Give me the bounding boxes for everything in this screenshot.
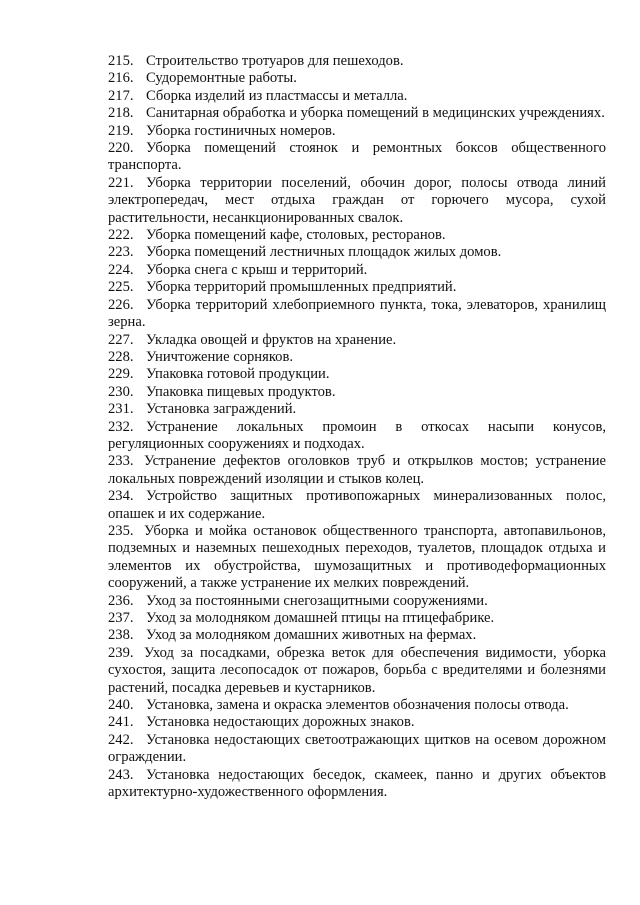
item-text: Укладка овощей и фруктов на хранение. [146, 331, 397, 348]
item-number: 237. [108, 610, 134, 626]
item-number: 241. [108, 714, 134, 731]
item-text: Уборка территории поселений, обочин дорог, полосы отвода линий электропередач, мест отдыха граждан от горючего мусора, сухой растительности, несанкционированных свалок. [108, 174, 606, 226]
list-item [108, 123, 606, 140]
item-number: 232. [108, 418, 134, 435]
item-text: Уборка помещений стоянок и ремонтных боксов общественного транспорта. [108, 140, 606, 174]
list-item [108, 297, 606, 332]
item-text: Упаковка пищевых продуктов. [146, 383, 336, 400]
item-number: 238. [108, 627, 134, 644]
list-item [108, 523, 606, 593]
list-item [108, 88, 606, 105]
item-number: 243. [108, 766, 134, 783]
item-number: 234. [108, 488, 134, 505]
list-item [108, 384, 606, 401]
list-item [108, 714, 606, 731]
list-item [108, 419, 606, 454]
list-item [108, 175, 606, 227]
list-item [108, 645, 606, 697]
item-text: Устранение локальных промоин в откосах насыпи конусов, регуляционных сооружениях и подходах. [108, 418, 606, 452]
list-item [108, 140, 606, 175]
item-text: Уборка гостиничных номеров. [146, 122, 336, 139]
item-number: 222. [108, 227, 134, 244]
list-item [108, 453, 606, 488]
item-text: Санитарная обработка и уборка помещений в медицинских учреждениях. [146, 105, 605, 122]
item-text: Уход за посадками, обрезка веток для обеспечения видимости, уборка сухостоя, защита лесопосадок от пожаров, борьба с вредителями и болезнями растений, посадка деревьев и кустарников. [108, 644, 606, 696]
item-number: 220. [108, 140, 134, 157]
item-number: 233. [108, 453, 134, 470]
item-number: 223. [108, 244, 134, 261]
list-item [108, 227, 606, 244]
item-text: Установка недостающих беседок, скамеек, панно и других объектов архитектурно-художественного оформления. [108, 766, 606, 801]
list-item [108, 105, 606, 122]
item-text: Уборка территорий промышленных предприятий. [146, 279, 457, 296]
item-text: Уход за молодняком домашней птицы на птицефабрике. [146, 610, 495, 626]
item-text: Строительство тротуаров для пешеходов. [146, 53, 404, 69]
item-number: 217. [108, 87, 134, 104]
item-number: 231. [108, 401, 134, 418]
item-text: Устранение дефектов оголовков труб и открылков мостов; устранение локальных повреждений изоляции и стыков колец. [108, 453, 606, 487]
item-text: Установка недостающих светоотражающих щитков на осевом дорожном ограждении. [108, 731, 606, 766]
list-item [108, 488, 606, 523]
list-item [108, 593, 606, 610]
item-number: 239. [108, 644, 134, 661]
list-item [108, 697, 606, 714]
item-text: Уборка территорий хлебоприемного пункта, тока, элеваторов, хранилищ зерна. [108, 296, 606, 331]
document-page [108, 53, 606, 801]
item-number: 227. [108, 331, 134, 348]
item-number: 240. [108, 697, 134, 714]
item-text: Уход за постоянными снегозащитными сооружениями. [146, 592, 488, 609]
item-text: Установка, замена и окраска элементов обозначения полосы отвода. [146, 697, 569, 714]
item-number: 242. [108, 731, 134, 748]
item-number: 218. [108, 105, 134, 122]
item-text: Упаковка готовой продукции. [146, 366, 330, 383]
list-item [108, 70, 606, 87]
item-number: 226. [108, 296, 134, 313]
item-text: Уборка помещений лестничных площадок жилых домов. [146, 244, 502, 261]
item-number: 228. [108, 348, 134, 365]
item-number: 229. [108, 366, 134, 383]
item-text: Установка недостающих дорожных знаков. [146, 714, 415, 731]
list-item [108, 401, 606, 418]
list-item [108, 610, 606, 627]
item-text: Судоремонтные работы. [146, 70, 297, 87]
item-text: Уничтожение сорняков. [146, 348, 294, 365]
list-item [108, 262, 606, 279]
item-text: Сборка изделий из пластмассы и металла. [146, 87, 408, 104]
item-text: Установка заграждений. [146, 401, 297, 418]
item-text: Уборка снега с крыш и территорий. [146, 261, 368, 278]
item-number: 225. [108, 279, 134, 296]
item-number: 221. [108, 174, 134, 191]
item-number: 216. [108, 70, 134, 87]
item-number: 235. [108, 522, 134, 539]
list-item [108, 732, 606, 767]
list-item [108, 53, 606, 70]
item-number: 230. [108, 383, 134, 400]
item-number: 236. [108, 592, 134, 609]
list-item [108, 244, 606, 261]
item-number: 215. [108, 53, 134, 69]
item-text: Устройство защитных противопожарных минерализованных полос, опашек и их содержание. [108, 488, 606, 522]
item-number: 219. [108, 122, 134, 139]
list-item [108, 627, 606, 644]
list-item [108, 767, 606, 802]
item-text: Уборка помещений кафе, столовых, ресторанов. [146, 227, 446, 244]
list-item [108, 332, 606, 349]
list-item [108, 366, 606, 383]
item-number: 224. [108, 261, 134, 278]
item-text: Уход за молодняком домашних животных на фермах. [146, 627, 477, 644]
list-item [108, 349, 606, 366]
item-text: Уборка и мойка остановок общественного транспорта, автопавильонов, подземных и наземных пешеходных переходов, туалетов, площадок отдыха и элементов их обустройства, шумозащитных и противодеформационных сооружений, а также устранение их мелких повреждений. [108, 522, 606, 592]
list-item [108, 279, 606, 296]
